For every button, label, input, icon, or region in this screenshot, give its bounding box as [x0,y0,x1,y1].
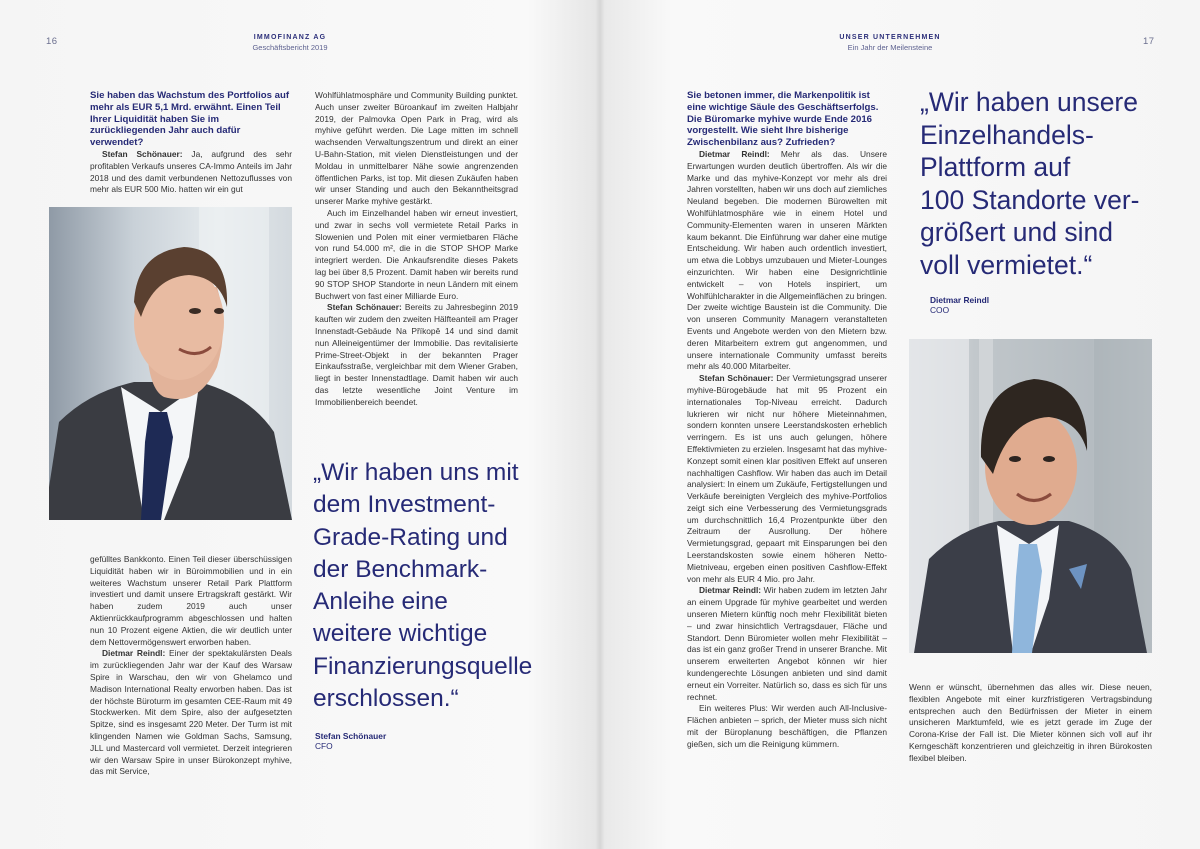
right-col1 [687,90,887,751]
pull-quote-line: Grade-Rating und [313,523,508,551]
pull-quote-line: Anleihe eine [313,588,448,616]
pull-quote-line: Einzelhandels- [920,119,1094,150]
right-col2 [909,682,1152,765]
pull-attribution-right [930,295,989,315]
interview-question: Sie haben das Wachstum des Portfolios auf mehr als EUR 5,1 Mrd. erwähnt. Einen Teil Ihrer Liquidität haben Sie im zurückliegenden Jahr auch dafür verwendet? [90,90,290,149]
paragraph: Wohlfühlatmosphäre und Community Building punktet. Auch unser zweiter Büroankauf im zweiten Halbjahr 2019, der Palmovka Open Park in Prag, wird als myhive geführt werden. Die Lage mitten im schnell wachsenden Verwaltungszentrum und direkt an einer U-Bahn-Station, mit vielen Dienstleistungen und der Moldau in unmittelbarer Nähe sowie angrenzenden öffentlichen Parks, ist top. Mit diesen Zukäufen haben wir unser Standing und auch den Bekanntheitsgrad unserer Marke myhive gestärkt. [315,90,518,207]
page-number-left: 16 [46,36,58,47]
answer-block [687,149,887,751]
paragraph: Ja, aufgrund des sehr profitablen Verkaufs unseres CA-Immo Anteils im Jahr 2018 und des damit verbundenen Nettozuflusses von mehr als EUR 500 Mio. hatten wir ein gut [90,148,292,195]
pull-quote-name: Stefan Schönauer [315,731,387,741]
paragraph: Bereits zu Jahresbeginn 2019 kauften wir zudem den zweiten Hälfteanteil am Prager Innenstadt-Gebäude Na Příkopě 14 und sind damit nun Alleineigentümer der Immobilie. Das revitalisierte Prime-Street-Objekt in der bekannten Prager Einkaufsstraße, vergleichbar mit dem Wiener Graben, liegt in bester Innenstadtlage. Damit haben wir auch das letzte wesentliche Joint Venture im Immobilienbereich beendet. [315,302,518,407]
pull-quote-line: weitere wichtige [313,620,488,648]
header-title: IMMOFINANZ AG [253,34,327,41]
header-title: UNSER UNTERNEHMEN [839,34,941,41]
pull-quote-line: „Wir haben unsere [920,87,1138,117]
running-header-left [220,33,360,53]
running-header-right [830,33,950,53]
pull-quote-line: 100 Standorte ver- [920,184,1140,215]
paragraph: Auch im Einzelhandel haben wir erneut investiert, und zwar in sechs voll vermietete Retail Parks in Slowenien und Polen mit einer vermietbaren Fläche von rund 54.000 m², die in die STOP SHOP Marke integriert werden. Die Ankaufsrendite dieses Pakets lag bei über 8,5 Prozent. Damit haben wir bereits rund 90 STOP SHOP Standorte in neun Ländern mit einem Buchwert von fast einer Milliarde Euro. [315,207,518,301]
header-subtitle: Ein Jahr der Meilensteine [847,43,933,52]
speaker-name: Dietmar Reindl: [699,148,770,159]
paragraph: gefülltes Bankkonto. Einen Teil dieser überschüssigen Liquidität haben wir in Büroimmobilien und in ein weiteres Wachstum unserer Retail Park Plattform investiert und damit unsere Ertragskraft gestärkt. Wir haben zudem 2019 auch unser Aktienrückkaufprogramm abgeschlossen und halten nun 10 Prozent eigene Aktien, die wir deutlich unter dem Nettovermögenswert erworben haben. [90,554,292,647]
interview-question: Sie betonen immer, die Markenpolitik ist eine wichtige Säule des Geschäftserfolgs. Die Büromarke myhive wurde Ende 2016 vorgestellt. Wie sieht Ihre bisherige Zwischenbilanz aus? Zufrieden? [687,90,879,149]
pull-quote-left [313,457,568,715]
left-col2 [315,90,518,409]
header-subtitle: Geschäftsbericht 2019 [252,43,328,52]
pull-quote-line: „Wir haben uns mit [313,459,519,486]
pull-quote-role: COO [930,305,950,315]
pull-quote-line: Finanzierungsquelle [313,652,533,680]
pull-quote-line: voll vermietet.“ [920,249,1093,280]
pull-quote-right [920,86,1185,281]
pull-quote-line: größert und sind [920,217,1113,247]
paragraph: Wenn er wünscht, übernehmen das alles wir. Diese neuen, flexiblen Angebote mit einer kurzfristigeren Vertragsbindung entsprechen auch den Bedürfnissen der Mieter in einem unsicheren Marktumfeld, wie es jetzt gerade im Zuge der Corona-Krise der Fall ist. Die Mieter können sich voll auf ihr Kerngeschäft konzentrieren und gleichzeitig in ihren Bürokosten flexibel bleiben. [909,682,1152,763]
paragraph: Der Vermietungsgrad unserer myhive-Bürogebäude hat mit 95 Prozent ein internationales Top-Niveau erreicht. Dadurch lukrieren wir nicht nur höhere Mieteinnahmen, sondern konnten unsere Leerstandskosten erheblich verringern. Es ist uns auch gelungen, höhere Effektivmieten zu erzielen. Insgesamt hat das myhive-Konzept somit einen klar positiven Effekt auf unseren nachhaltigen Cashflow. Wir haben das auch im Detail analysiert: In einem um Zukäufe, Fertigstellungen und Verkäufe bereinigten Vergleich des myhive-Portfolios zeigt sich eine Verbesserung des Vermietungsgrads um durchschnittlich 16,4 Prozentpunkte über den Zeitraum der Ausrollung. Der höhere Vermietungsgrad, gepaart mit Einsparungen bei den Leerstandskosten sowie einem höheren Netto-Mietniveau, ergeben einen positiven Cashflow-Effekt von mehr als EUR 4 Mio. pro Jahr. [687,373,888,584]
page-number-right: 17 [1143,36,1155,47]
paragraph: Ein weiteres Plus: Wir werden auch All-Inclusive-Flächen anbieten – sprich, der Mieter muss sich nicht mit der Büroplanung beschäftigen, die Pflanzen gießen, sich um die Reinigung kümmern. [687,703,887,749]
paragraph: Einer der spektakulärsten Deals im zurückliegenden Jahr war der Kauf des Warsaw Spire in Warschau, den wir von Ghelamco und Madison International Realty erworben haben. Das ist der höchste Büroturm im gesamten CEE-Raum mit 49 Stockwerken. Mit dem Spire, also der aufgesetzten Spitze, sind es insgesamt 220 Meter. Der Turm ist mit klingenden Namen wie Goldman Sachs, Samsung, JLL und Mastercard voll vermietet. Derzeit integrieren wir den Warsaw Spire in unser Bürokonzept myhive, das mit Service, [90,648,292,777]
speaker-name: Stefan Schönauer: [699,373,774,384]
speaker-name: Dietmar Reindl: [102,648,166,659]
speaker-name: Stefan Schönauer: [102,148,183,159]
left-col1-top [90,90,292,196]
pull-attribution-left [315,731,386,751]
portrait-dietmar-reindl [909,339,1152,653]
pull-quote-line: der Benchmark- [313,555,488,583]
pull-quote-line: Plattform auf [920,152,1071,182]
paragraph: Mehr als das. Unsere Erwartungen wurden deutlich übertroffen. Als wir die Marke und das myhive-Konzept vor mehr als drei Jahren vorstellten, haben wir uns doch auf ziemliches Neuland begeben. Die modernen Bürowelten mit Wohlfühlatmosphäre wie in einem Hotel und Community-Elementen waren in unseren Märkten kaum bekannt. Die Einführung war daher eine mutige Entscheidung. Wir haben auch ordentlich investiert, um etwa die Lobbys umzubauen und Mieter-Lounges einzurichten. Wir haben eine Designrichtlinie entwickelt – von Hotels inspiriert, um Wohlfühlcharakter in die Allgemeinflächen zu bringen. Der zweite wichtige Baustein ist die Community. Die von unseren Community Managern veranstalteten Events und Angebote werden von den Mietern bzw. deren Mitarbeitern extrem gut angenommen, und unsere internationale Community umfasst bereits mehr als 40.000 Mitarbeiter. [687,148,887,372]
speaker-name: Dietmar Reindl: [699,585,762,596]
speaker-name: Stefan Schönauer: [327,302,402,313]
pull-quote-line: dem Investment- [313,491,496,519]
pull-quote-role: CFO [315,741,333,751]
left-col1-bottom [90,554,292,778]
pull-quote-line: erschlossen.“ [313,685,459,713]
answer-block [90,149,292,196]
pull-quote-name: Dietmar Reindl [930,295,990,305]
portrait-stefan-schoenauer [49,207,292,520]
paragraph: Wir haben zudem im letzten Jahr an einem Upgrade für myhive gearbeitet und werden unseren Mietern künftig noch mehr Flexibilität bieten – und zwar hinsichtlich Vertragsdauer, Fläche und Standort. Denn Büromieter wollen mehr Flexibilität – das ist ein ganz großer Trend in unserer Branche. Mit unserem erweiterten Angebot können wir hier kundengerechte Lösungen anbieten und sind damit erneut ein Vorreiter. Natürlich so, dass es sich für uns rechnet. [687,585,887,702]
